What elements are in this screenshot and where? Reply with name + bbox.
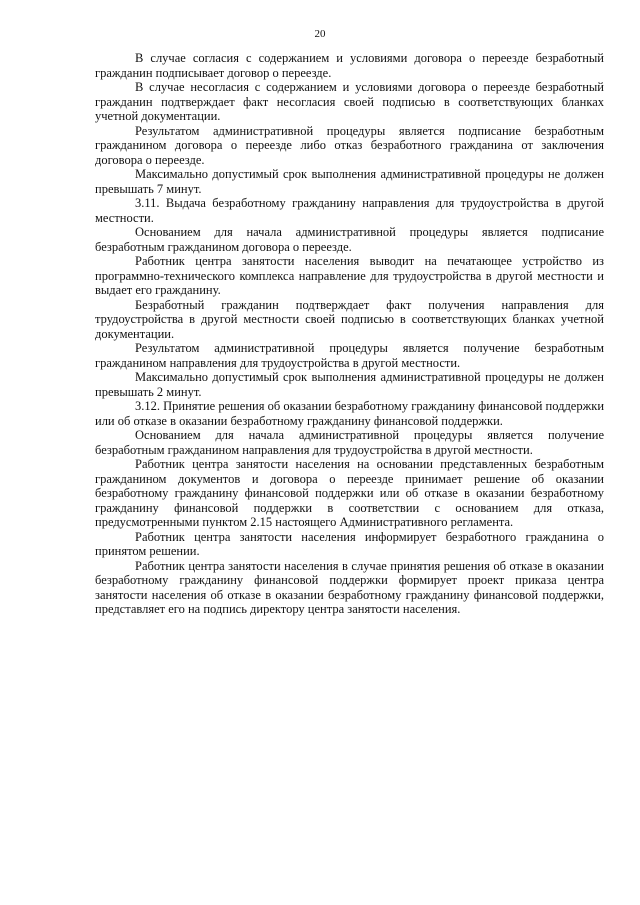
paragraph: Результатом административной процедуры является получение безработным гражданином направления для трудоустройства в другой местности. — [95, 341, 604, 370]
paragraph: Работник центра занятости населения на основании представленных безработным гражданином документов и договора о переезде принимает решение об оказании безработному гражданину финансовой поддержки или об отказе в оказании безработному гражданину финансовой поддержки в соответствии с основанием для отказа, предусмотренными пунктом 2.15 настоящего Административного регламента. — [95, 457, 604, 529]
paragraph: Основанием для начала административной процедуры является получение безработным гражданином направления для трудоустройства в другой местности. — [95, 428, 604, 457]
section-heading-3-11: 3.11. Выдача безработному гражданину направления для трудоустройства в другой местности. — [95, 196, 604, 225]
paragraph: Работник центра занятости населения в случае принятия решения об отказе в оказании безработному гражданину финансовой поддержки формирует проект приказа центра занятости населения об отказе в оказании безработному гражданину финансовой поддержки, представляет его на подпись директору центра занятости населения. — [95, 558, 604, 616]
paragraph: В случае согласия с содержанием и условиями договора о переезде безработный гражданин подписывает договор о переезде. — [95, 51, 604, 80]
paragraph: Максимально допустимый срок выполнения административной процедуры не должен превышать 2 минут. — [95, 370, 604, 399]
paragraph: Основанием для начала административной процедуры является подписание безработным гражданином договора о переезде. — [95, 225, 604, 254]
paragraph: В случае несогласия с содержанием и условиями договора о переезде безработный гражданин подтверждает факт несогласия своей подписью в соответствующих бланках учетной документации. — [95, 80, 604, 123]
paragraph: Работник центра занятости населения информирует безработного гражданина о принятом решении. — [95, 529, 604, 558]
page-number: 20 — [314, 28, 326, 40]
section-heading-3-12: 3.12. Принятие решения об оказании безработному гражданину финансовой поддержки или об отказе в оказании безработному гражданину финансовой поддержки. — [95, 399, 605, 428]
paragraph: Результатом административной процедуры является подписание безработным гражданином договора о переезде либо отказ безработного гражданина от заключения договора о переезде. — [95, 123, 604, 167]
paragraph: Максимально допустимый срок выполнения административной процедуры не должен превышать 7 минут. — [95, 167, 604, 196]
document-body — [95, 51, 604, 617]
paragraph: Работник центра занятости населения выводит на печатающее устройство из программно-технического комплекса направление для трудоустройства в другой местности и выдает его гражданину. — [95, 254, 604, 297]
paragraph: Безработный гражданин подтверждает факт получения направления для трудоустройства в другой местности своей подписью в соответствующих бланках учетной документации. — [95, 297, 604, 341]
